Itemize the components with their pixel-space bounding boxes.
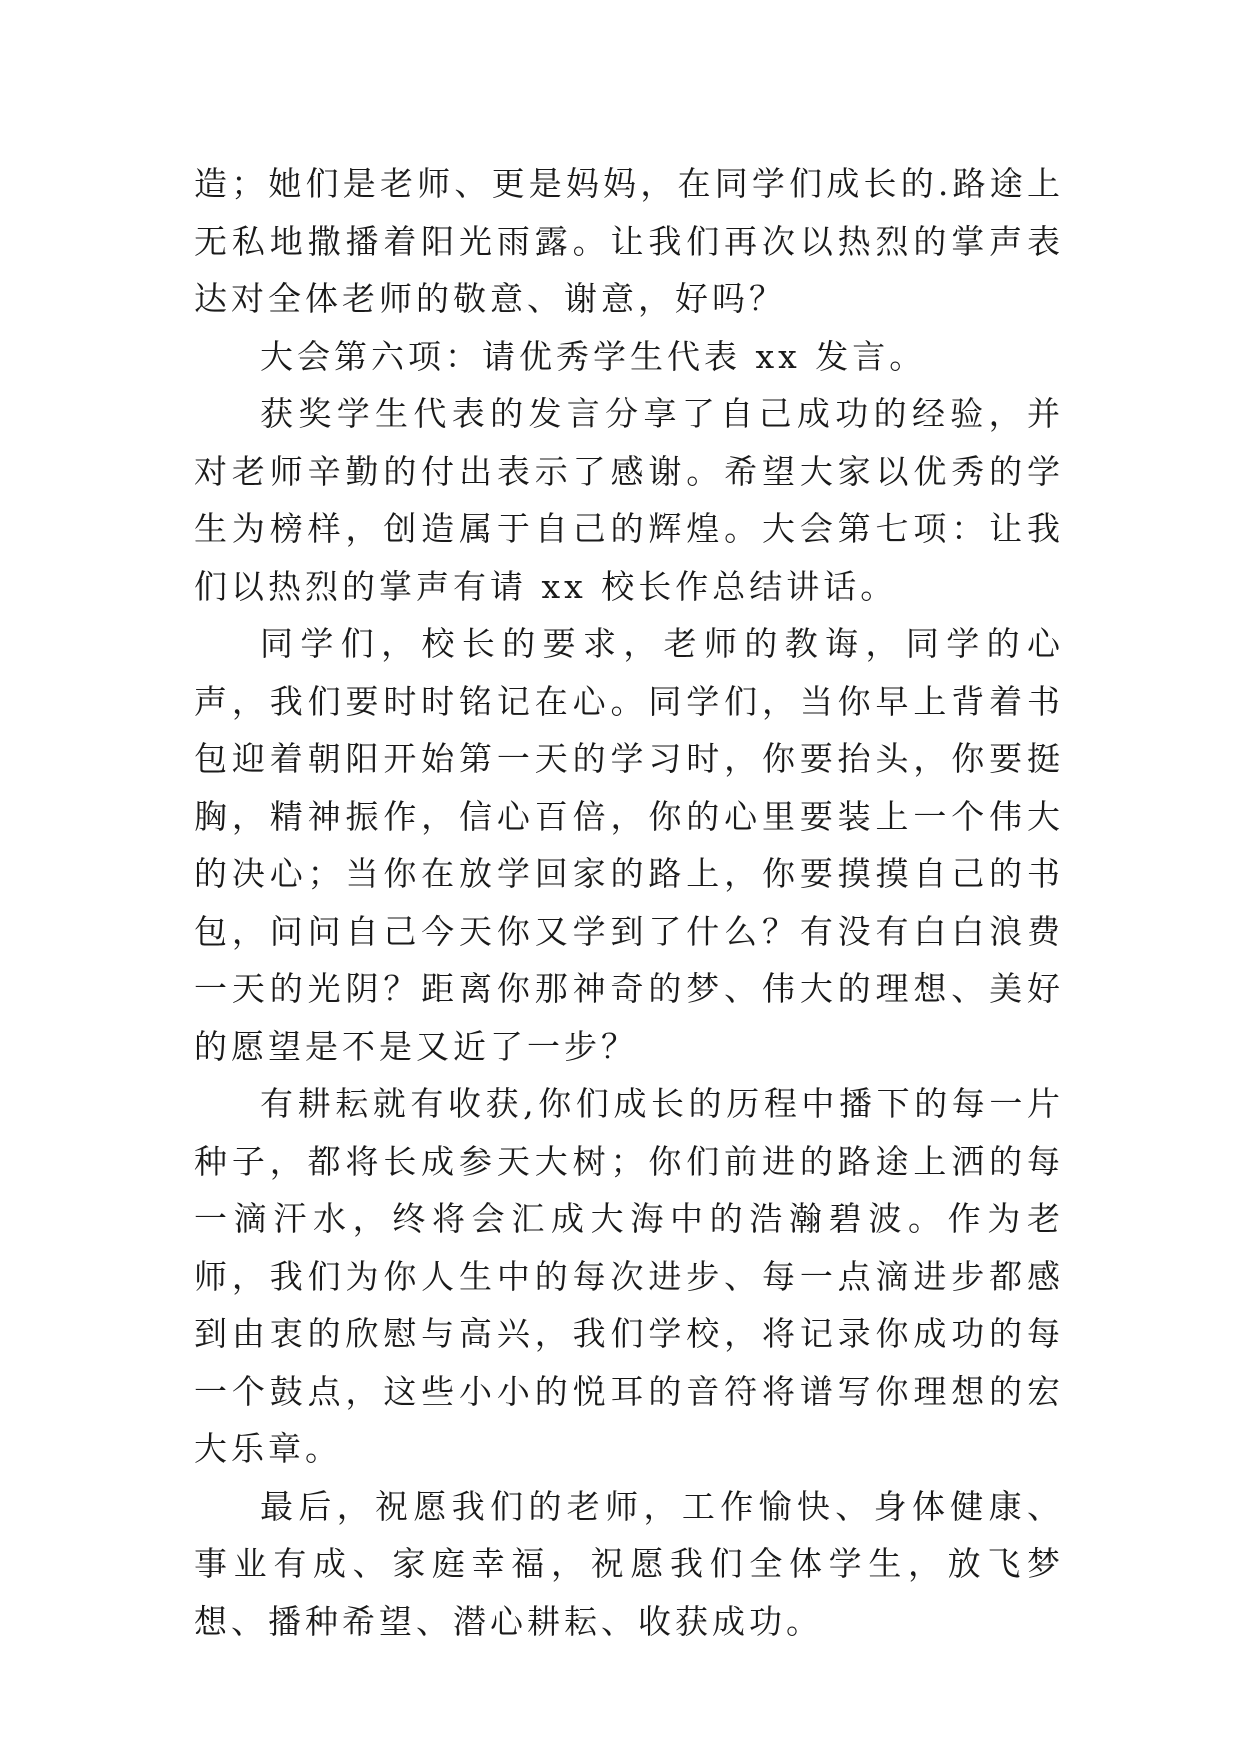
paragraph-students-remember: 同学们，校长的要求，老师的教诲，同学的心声，我们要时时铭记在心。同学们，当你早上背着书包迎着朝阳开始第一天的学习时，你要抬头，你要挺胸，精神振作，信心百倍，你的心里要装上一个伟大的决心；当你在放学回家的路上，你要摸摸自己的书包，问问自己今天你又学到了什么？有没有白白浪费一天的光阴？距离你那神奇的梦、伟大的理想、美好的愿望是不是又近了一步？ [194,624,1064,1066]
paragraph-harvest: 有耕耘就有收获,你们成长的历程中播下的每一片种子，都将长成参天大树；你们前进的路途上洒的每一滴汗水，终将会汇成大海中的浩瀚碧波。作为老师，我们为你人生中的每次进步、每一点滴进步都感到由衷的欣慰与高兴，我们学校，将记录你成功的每一个鼓点，这些小小的悦耳的音符将谱写你理想的宏大乐章。 [194,1084,1064,1468]
paragraph-agenda-item-six: 大会第六项：请优秀学生代表 xx 发言。 [260,336,927,376]
paragraph-closing-wishes: 最后，祝愿我们的老师，工作愉快、身体健康、事业有成、家庭幸福，祝愿我们全体学生，放飞梦想、播种希望、潜心耕耘、收获成功。 [194,1486,1064,1641]
paragraph-student-speech: 获奖学生代表的发言分享了自己成功的经验，并对老师辛勤的付出表示了感谢。希望大家以优秀的学生为榜样，创造属于自己的辉煌。大会第七项：让我们以热烈的掌声有请 xx 校长作总结讲话。 [194,394,1064,606]
paragraph-continuation: 造；她们是老师、更是妈妈，在同学们成长的.路途上无私地撒播着阳光雨露。让我们再次以热烈的掌声表达对全体老师的敬意、谢意，好吗？ [194,164,1064,318]
document-body [194,155,1064,1650]
